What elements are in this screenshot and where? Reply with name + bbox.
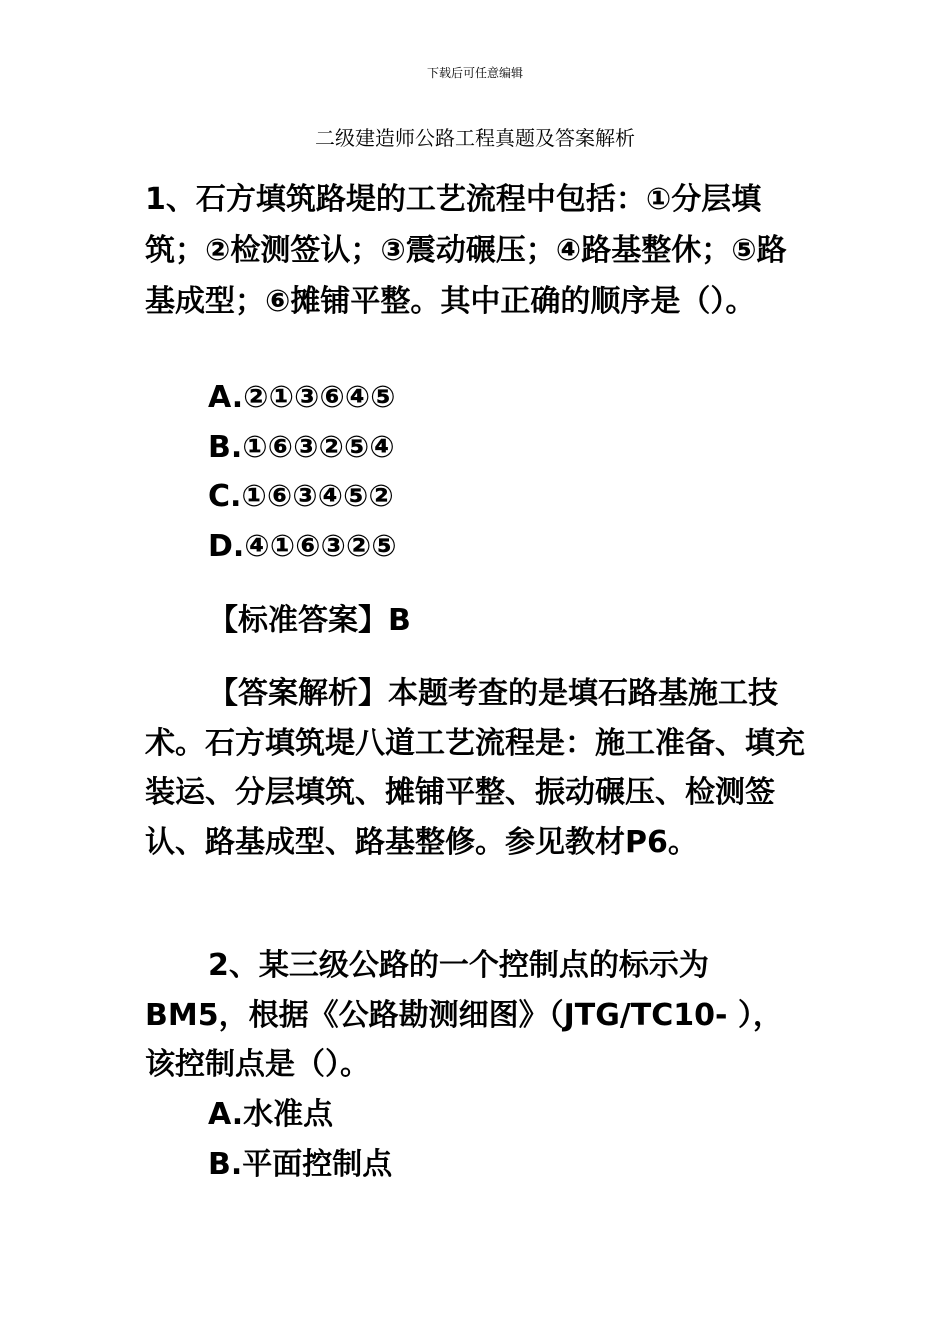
document-title: 二级建造师公路工程真题及答案解析 bbox=[315, 126, 635, 150]
question-1-option-b: B.①⑥③②⑤④ bbox=[208, 430, 395, 465]
question-1-option-c: C.①⑥③④⑤② bbox=[208, 479, 394, 514]
question-2-option-a: A.水准点 bbox=[208, 1097, 334, 1132]
question-1-stem: 1、石方填筑路堤的工艺流程中包括：①分层填筑；②检测签认；③震动碾压；④路基整休；⑤路基成型；⑥摊铺平整。其中正确的顺序是（）。 bbox=[145, 182, 787, 319]
header-note: 下载后可任意编辑 bbox=[426, 66, 523, 80]
question-1-option-d: D.④①⑥③②⑤ bbox=[208, 529, 397, 564]
question-1-option-a: A.②①③⑥④⑤ bbox=[208, 380, 396, 415]
question-2-option-b: B.平面控制点 bbox=[208, 1147, 393, 1182]
question-2-stem: 2、某三级公路的一个控制点的标示为BM5，根据《公路勘测细图》（JTG/TC10- ），该控制点是（）。 bbox=[145, 948, 783, 1082]
question-1-analysis: 【答案解析】本题考查的是填石路基施工技术。石方填筑堤八道工艺流程是：施工准备、填充装运、分层填筑、摊铺平整、振动碾压、检测签认、路基成型、路基整修。参见教材P6。 bbox=[145, 676, 805, 860]
question-1-answer: 【标准答案】B bbox=[208, 603, 411, 638]
